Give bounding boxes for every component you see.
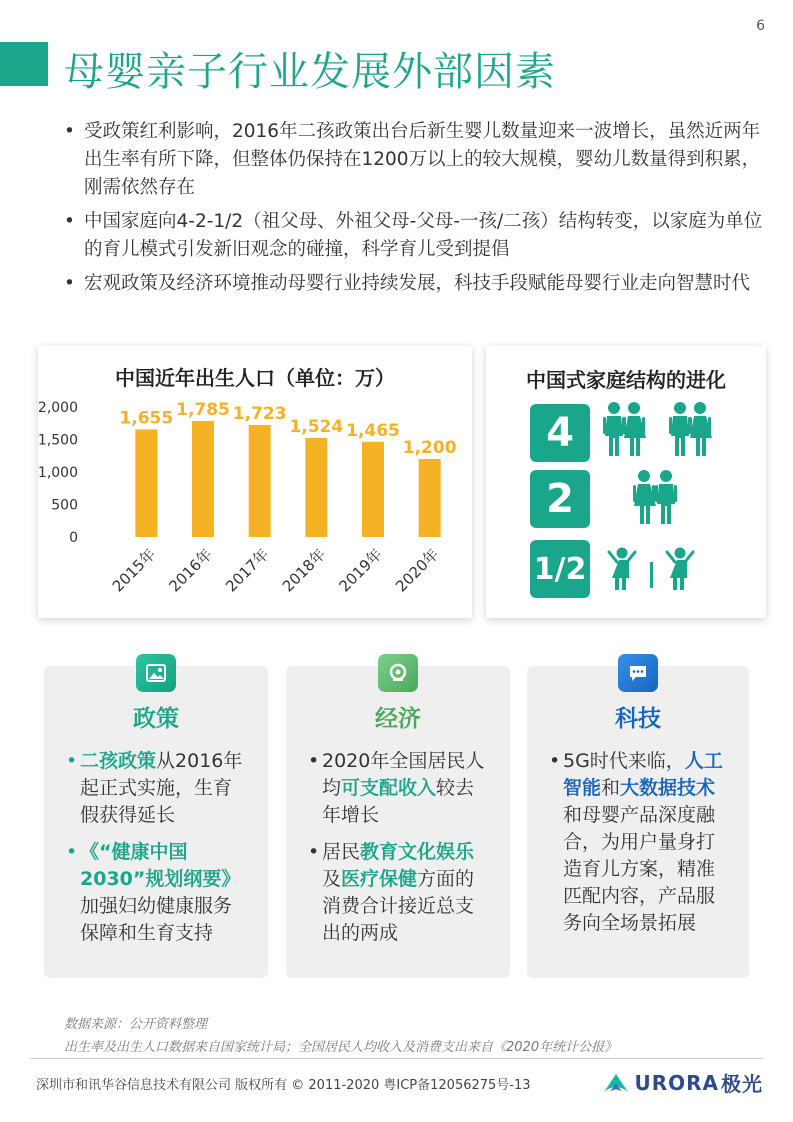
economy-item: • 居民教育文化娱乐及医疗保健方面的消费合计接近总支出的两成: [308, 841, 475, 944]
bar-value-label: 1,655: [119, 408, 174, 429]
chart-title: 中国近年出生人口（单位：万）: [115, 366, 395, 390]
policy-title: 政策: [133, 706, 179, 732]
page-title: 母婴亲子行业发展外部因素: [64, 49, 556, 95]
economy-item: • 2020年全国居民人均可支配收入较去年增长: [308, 750, 485, 826]
level-2-box: 2: [530, 470, 590, 528]
tech-title: 科技: [615, 706, 661, 732]
level-4-box: 4: [530, 404, 590, 462]
y-tick-label: 2,000: [38, 400, 78, 416]
grandparents-icon: [603, 402, 712, 456]
chat-icon: [618, 654, 658, 692]
y-tick-label: 1,500: [38, 432, 78, 449]
x-tick-label: 2015年: [108, 545, 160, 596]
y-tick-label: 500: [51, 497, 78, 514]
bar: [362, 442, 384, 537]
level-half-box: 1/2: [530, 540, 590, 598]
tech-panel: [527, 666, 749, 978]
aurora-logo: URORA 极光: [602, 1068, 763, 1097]
intro-bullet: • 中国家庭向4-2-1/2（祖父母、外祖父母-父母-一孩/二孩）结构转变，以家庭为单位的育儿模式引发新旧观念的碰撞，科学育儿受到提倡: [64, 211, 763, 260]
bar: [419, 459, 441, 537]
birth-population-chart: [38, 346, 472, 618]
intro-bullet: • 宏观政策及经济环境推动母婴行业持续发展，科技手段赋能母婴行业走向智慧时代: [64, 273, 751, 294]
children-icon: [609, 548, 693, 591]
family-title: 中国式家庭结构的进化: [526, 368, 726, 392]
x-tick-label: 2020年: [392, 545, 443, 596]
policy-item: • 《“健康中国2030”规划纲要》加强妇幼健康服务保障和生育支持: [66, 841, 241, 944]
bar: [135, 429, 157, 537]
y-tick-label: 0: [69, 530, 78, 546]
economy-title: 经济: [375, 706, 421, 732]
aurora-mark-icon: [602, 1072, 630, 1094]
title-accent-bar: [0, 42, 48, 86]
x-tick-label: 2016年: [165, 545, 216, 596]
bar-value-label: 1,465: [346, 420, 400, 441]
policy-panel: [44, 666, 268, 978]
footer-divider: [30, 1058, 763, 1059]
image-icon: [136, 654, 176, 692]
bar-value-label: 1,785: [176, 399, 230, 420]
policy-item: • 二孩政策从2016年起正式实施，生育假获得延长: [66, 750, 243, 826]
bar-value-label: 1,524: [289, 416, 344, 437]
page-number: 6: [756, 18, 765, 34]
tech-item: • 5G时代来临，人工智能和大数据技术和母婴产品深度融合，为用户量身打造育儿方案，精准匹配内容，产品服务向全场景拓展: [549, 750, 723, 934]
y-tick-label: 1,000: [38, 465, 78, 481]
copyright-footer: 深圳市和讯华谷信息技术有限公司 版权所有 © 2011-2020 粤ICP备12056275号-13: [36, 1078, 531, 1093]
birth-population-chart-card: [38, 346, 472, 618]
bar: [249, 425, 271, 537]
x-tick-label: 2018年: [278, 545, 330, 596]
x-tick-label: 2017年: [222, 545, 273, 596]
bar-value-label: 1,723: [232, 404, 287, 425]
bar: [305, 438, 327, 537]
location-icon: [378, 654, 418, 692]
data-source: 数据来源：公开资料整理: [64, 1017, 208, 1032]
x-tick-label: 2019年: [335, 545, 386, 596]
parents-icon: [633, 470, 677, 524]
bar-value-label: 1,200: [402, 438, 457, 458]
family-figures: [598, 398, 758, 618]
family-structure-card: [486, 346, 766, 618]
bar: [192, 421, 214, 537]
data-source-detail: 出生率及出生人口数据来自国家统计局；全国居民人均收入及消费支出来自《2020年统计公报》: [64, 1040, 618, 1055]
intro-bullets: [64, 118, 764, 304]
intro-bullet: • 受政策红利影响，2016年二孩政策出台后新生婴儿数量迎来一波增长，虽然近两年出生率有所下降，但整体仍保持在1200万以上的较大规模，婴幼儿数量得到积累，刚需依然存在: [64, 121, 761, 198]
economy-panel: [286, 666, 510, 978]
